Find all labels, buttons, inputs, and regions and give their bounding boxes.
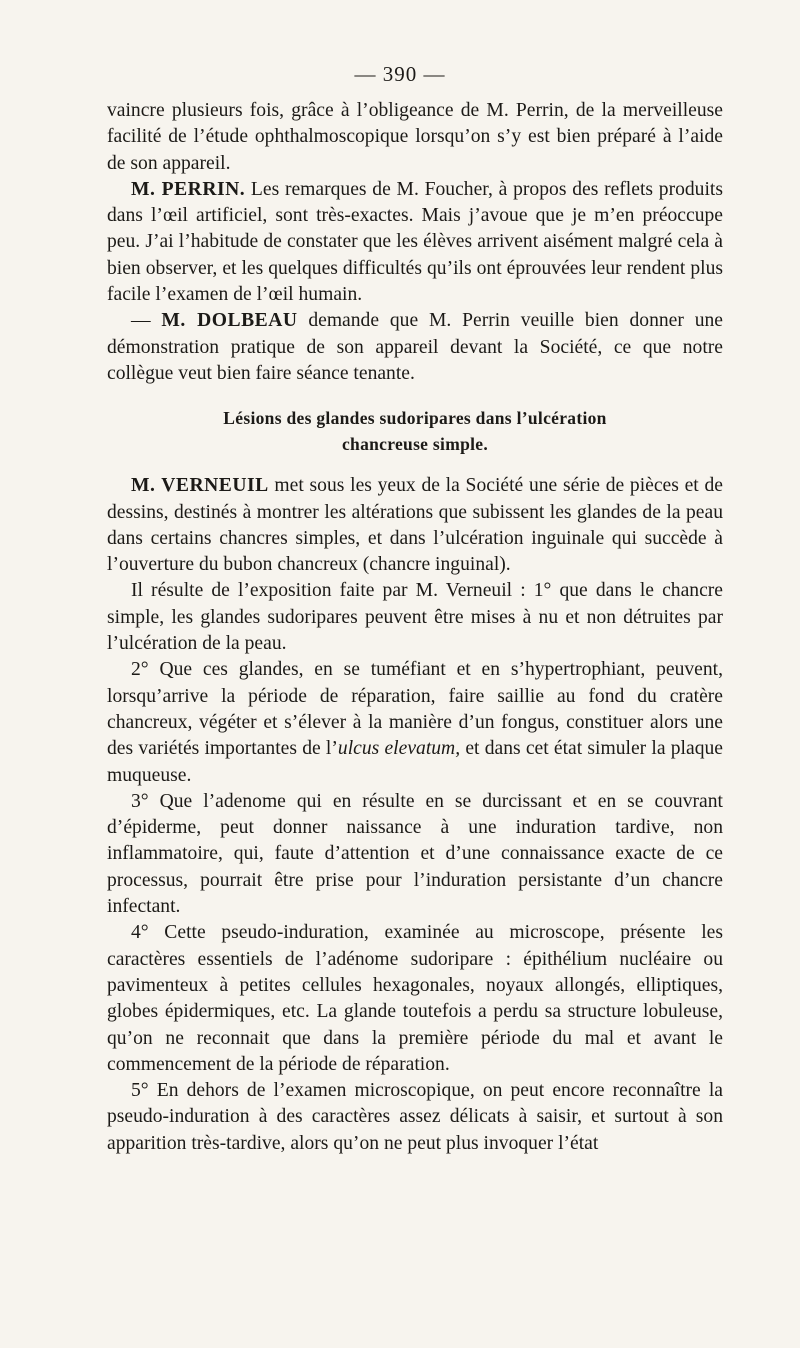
dash: —: [131, 310, 162, 332]
paragraph-dolbeau: [107, 308, 723, 387]
paragraph-text: et dans cet état simuler la plaque muqueuse.: [107, 738, 723, 786]
body-text: [107, 98, 723, 1157]
section-title-line-2: chancreuse simple.: [341, 434, 489, 455]
speaker-name: M. PERRIN.: [131, 178, 246, 200]
section-title-line-1: Lésions des glandes sudoripares dans l’ulcération: [223, 408, 607, 429]
paragraph-text: Les remarques de M. Foucher, à propos des reflets produits dans l’œil artificiel, sont très-exactes. Mais j’avoue que je m’en préoccupe peu. J’ai l’habitude de constater que les élèves arrivent aisément malgré cela à bien observer, et les quelques difficultés qu’ils ont éprouvées leur rendent plus facile l’examen de l’œil humain.: [107, 178, 723, 306]
paragraph-point-4: [107, 920, 723, 1078]
page-number: — 390 —: [354, 62, 446, 86]
paragraph-text: 4° Cette pseudo-induration, examinée au microscope, présente les caractères essentiels de l’adénome sudoripare : épithélium nucléaire ou pavimenteux à petites cellules hexagonales, noyaux allongés, elliptiques, globes épidermiques, etc. La glande toutefois a perdu sa structure lobuleuse, qu’on ne reconnait que dans la première période du mal et avant le commencement de la période de réparation.: [107, 922, 723, 1075]
paragraph-text: met sous les yeux de la Société une série de pièces et de dessins, destinés à montrer les altérations que subissent les glandes de la peau dans certains chancres simples, et dans l’ulcération inguinale qui succède à l’ouverture du bubon chancreux (chancre inguinal).: [107, 475, 723, 576]
speaker-name: M. DOLBEAU: [161, 310, 298, 332]
paragraph-text: 3° Que l’adenome qui en résulte en se durcissant et en se couvrant d’épiderme, peut donner naissance à une induration tardive, non inflammatoire, qui, faute d’attention et d’une connaissance exacte de ce processus, pourrait être prise pour l’induration persistante d’un chancre infectant.: [107, 790, 723, 918]
italic-term: ulcus elevatum,: [337, 738, 461, 760]
paragraph-point-3: [107, 789, 723, 920]
paragraph-point-1: [107, 578, 723, 657]
paragraph-perrin: [107, 177, 723, 308]
paragraph-text: Il résulte de l’exposition faite par M. Verneuil : 1° que dans le chancre simple, les glandes sudoripares peuvent être mises à nu et non détruites par l’ulcération de la peau.: [107, 580, 723, 655]
paragraph-point-5: [107, 1078, 723, 1157]
paragraph-text: 5° En dehors de l’examen microscopique, on peut encore reconnaître la pseudo-induration à des caractères assez délicats à saisir, et surtout à son apparition très-tardive, alors qu’on ne peut plus invoquer l’état: [107, 1080, 723, 1154]
paragraph-continuation: [107, 98, 723, 177]
paragraph-text: 2° Que ces glandes, en se tuméfiant et en s’hypertrophiant, peuvent, lorsqu’arrive la période de réparation, faire saillie au fond du cratère chancreux, végéter et s’élever à la manière d’un fongus, constituer alors une des variétés importantes de l’: [107, 659, 723, 760]
section-title: [107, 405, 723, 457]
paragraph-verneuil: [107, 473, 723, 578]
paragraph-point-2: [107, 657, 723, 788]
paragraph-text: vaincre plusieurs fois, grâce à l’obligeance de M. Perrin, de la merveilleuse facilité de l’étude ophthalmoscopique lorsqu’on s’y est bien préparé à l’aide de son appareil.: [107, 100, 723, 174]
paragraph-text: demande que M. Perrin veuille bien donner une démonstration pratique de son appareil devant la Société, ce que notre collègue veut bien faire séance tenante.: [107, 310, 723, 384]
speaker-name: M. VERNEUIL: [131, 475, 269, 497]
